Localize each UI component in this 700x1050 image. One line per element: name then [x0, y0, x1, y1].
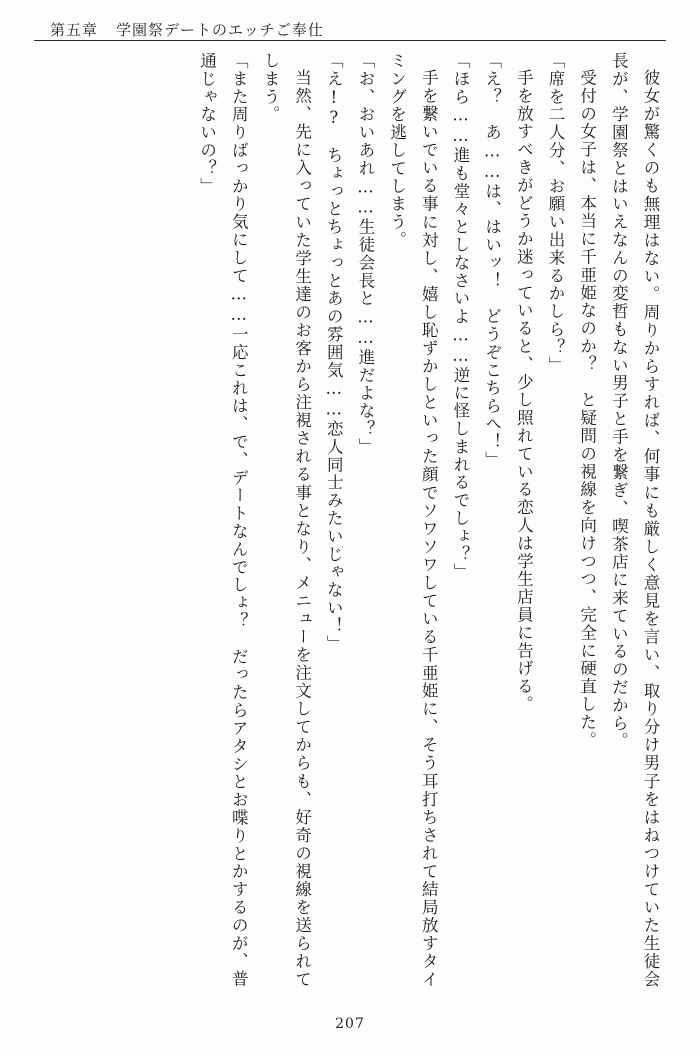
paragraph: 手を放すべきがどうか迷っていると、少し照れている恋人は学生店員に告げる。 [514, 68, 534, 713]
vertical-text-block [34, 52, 666, 988]
header-divider [34, 40, 666, 41]
paragraph: 「ほら……進も堂々としなさいよ……逆に怪しまれるでしょ？」 [450, 52, 470, 582]
chapter-number: 第五章 [50, 20, 99, 39]
paragraph: 受付の女子は、本当に千亜姫なのか？ と疑問の視線を向けつつ、完全に硬直した。 [577, 68, 597, 749]
paragraph: 「お、おいあれ……生徒会長と……進だよな？」 [355, 52, 375, 456]
paragraph: 「席を二人分、お願い出来るかしら？」 [545, 52, 565, 375]
paragraph: 当然、先に入っていた学生達のお客から注視される事となり、メニューを注文してからも、好奇の視線を送られてしまう。 [260, 52, 312, 988]
chapter-title: 学園祭デートのエッチご奉仕 [116, 20, 324, 39]
body-text-area [34, 52, 666, 988]
paragraph: 「え？ あ……は、はいッ！ どうぞこちらへ！」 [482, 52, 502, 469]
paragraph: 彼女が驚くのも無理はない。周りからすれば、何事にも厳しく意見を言い、取り分け男子をはねつけていた生徒会長が、学園祭とはいえなんの変哲もない男子と手を繋ぎ、喫茶店に来ているのだから。 [609, 52, 660, 988]
paragraph: 「また周りばっかり気にして……一応これは、で、デートなんでしょ？ だったらアタシとお喋りとかするのが、普通じゃないの？」 [197, 52, 249, 988]
paragraph: 手を繋いでいる事に対し、嬉し恥ずかしといった顔でソワソワしている千亜姫に、そう耳打ちされて結局放すタイミングを逃してしまう。 [387, 52, 439, 988]
page-number: 207 [335, 1016, 365, 1032]
paragraph: 「え!? ちょっとちょっとあの雰囲気……恋人同士みたいじゃない！」 [324, 52, 344, 653]
